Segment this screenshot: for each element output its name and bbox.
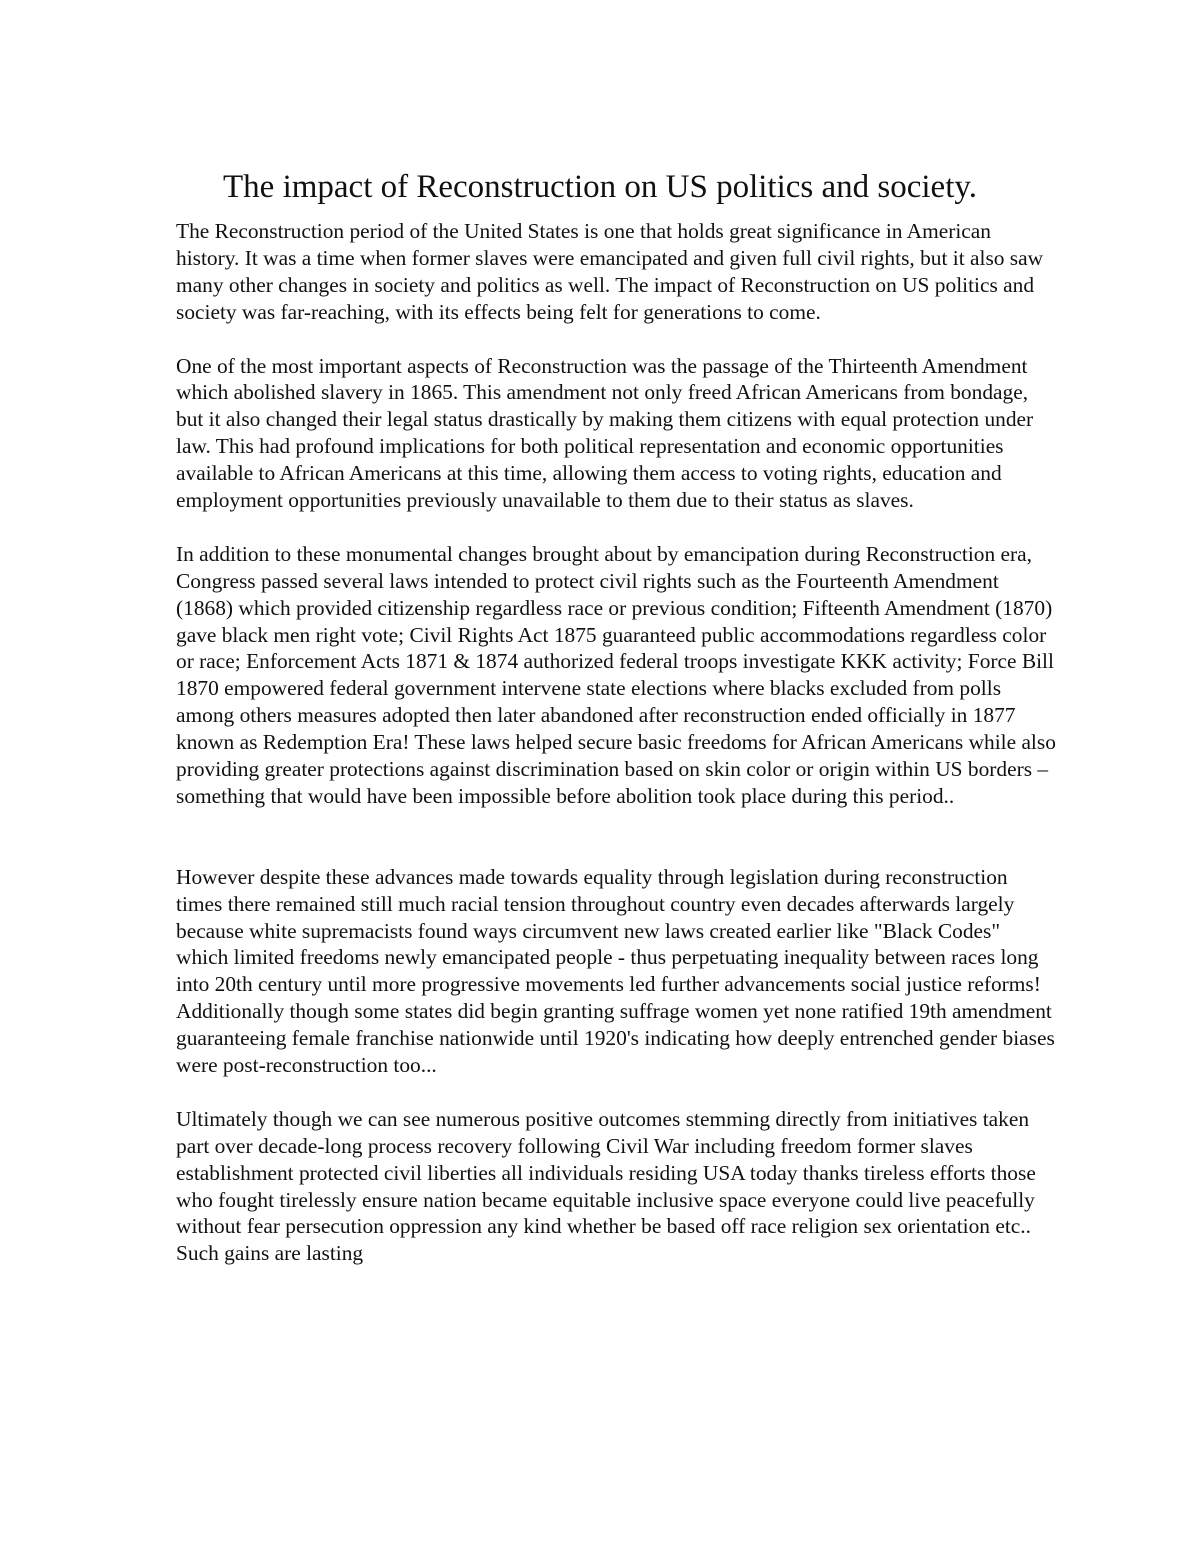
- document-body: [176, 218, 1056, 1267]
- paragraph-civil-rights-laws: In addition to these monumental changes brought about by emancipation during Reconstruction era, Congress passed several laws intended to protect civil rights such as the Fourteenth Amendment (1868) which provided citizenship regardless race or previous condition; Fifteenth Amendment (1870) gave black men right vote; Civil Rights Act 1875 guaranteed public accommodations regardless color or race; Enforcement Acts 1871 & 1874 authorized federal troops investigate KKK activity; Force Bill 1870 empowered federal government intervene state elections where blacks excluded from polls among others measures adopted then later abandoned after reconstruction ended officially in 1877 known as Redemption Era! These laws helped secure basic freedoms for African Americans while also providing greater protections against discrimination based on skin color or origin within US borders – something that would have been impossible before abolition took place during this period..: [176, 541, 1056, 808]
- paragraph-outcomes: Ultimately though we can see numerous positive outcomes stemming directly from initiatives taken part over decade-long process recovery following Civil War including freedom former slaves establishment protected civil liberties all individuals residing USA today thanks tireless efforts those who fought tirelessly ensure nation became equitable inclusive space everyone could live peacefully without fear persecution oppression any kind whether be based off race religion sex orientation etc.. Such gains are lasting: [176, 1106, 1036, 1266]
- paragraph-thirteenth-amendment: One of the most important aspects of Reconstruction was the passage of the Thirteenth Amendment which abolished slavery in 1865. This amendment not only freed African Americans from bondage, but it also changed their legal status drastically by making them citizens with equal protection under law. This had profound implications for both political representation and economic opportunities available to African Americans at this time, allowing them access to voting rights, education and employment opportunities previously unavailable to them due to their status as slaves.: [176, 353, 1034, 513]
- paragraph-intro: The Reconstruction period of the United States is one that holds great significance in American history. It was a time when former slaves were emancipated and given full civil rights, but it also saw many other changes in society and politics as well. The impact of Reconstruction on US politics and society was far-reaching, with its effects being felt for generations to come.: [176, 219, 1044, 324]
- document-title: The impact of Reconstruction on US politics and society.: [223, 169, 977, 205]
- paragraph-racial-tension: However despite these advances made towards equality through legislation during reconstruction times there remained still much racial tension throughout country even decades afterwards largely because white supremacists found ways circumvent new laws created earlier like "Black Codes" which limited freedoms newly emancipated people - thus perpetuating inequality between races long into 20th century until more progressive movements led further advancements social justice reforms! Additionally though some states did begin granting suffrage women yet none ratified 19th amendment guaranteeing female franchise nationwide until 1920's indicating how deeply entrenched gender biases were post-reconstruction too...: [176, 864, 1055, 1078]
